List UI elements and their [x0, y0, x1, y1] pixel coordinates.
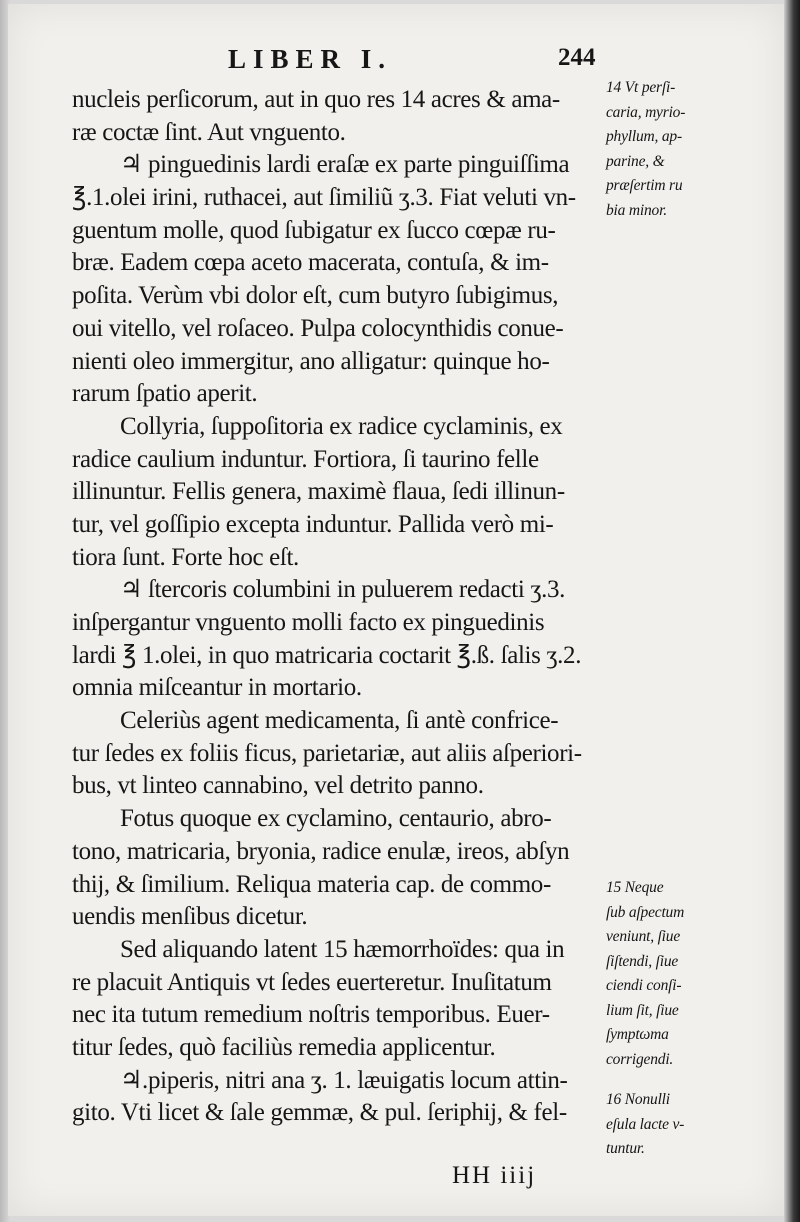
margin-note-line: eſula lacte v- [606, 1115, 685, 1133]
text-line: tur ſedes ex foliis ficus, parietariæ, aut aliis aſperiori- [72, 739, 582, 767]
text-line: radice caulium induntur. Fortiora, ſi taurino felle [72, 445, 539, 473]
text-line: ♃ pinguedinis lardi eraſæ ex parte pinguiſſima [120, 151, 570, 179]
text-line: gito. Vti licet & ſale gemmæ, & pul. ſeriphij, & fel- [72, 1099, 567, 1127]
margin-note-line: 14 Vt perſi- [606, 79, 676, 96]
text-line: Fotus quoque ex cyclamino, centaurio, abro- [120, 805, 552, 833]
margin-note-line: lium ſit, ſiue [606, 1001, 679, 1019]
text-line: poſita. Verùm vbi dolor eſt, cum butyro ſubigimus, [72, 282, 559, 310]
margin-note-line: tuntur. [606, 1140, 645, 1157]
text-line: nucleis perſicorum, aut in quo res 14 acres & ama- [72, 86, 560, 113]
text-line: uendis menſibus dicetur. [72, 903, 308, 931]
text-line: lardi ℥ 1.olei, in quo matricaria coctarit ℥.ß. ſalis ʒ.2. [72, 641, 582, 669]
margin-note-line: bia minor. [606, 201, 667, 219]
margin-note-15 [606, 876, 766, 1072]
text-line: ♃ ſtercoris columbini in puluerem redacti ʒ.3. [120, 576, 566, 604]
margin-note-line: ciendi conſi- [606, 977, 682, 994]
margin-note-line: ſiſtendi, ſiue [606, 952, 679, 970]
text-line: tiora ſunt. Forte hoc eſt. [72, 543, 299, 571]
text-line: titur ſedes, quò faciliùs remedia applicentur. [72, 1033, 496, 1061]
margin-note-line: 16 Nonulli [606, 1091, 670, 1108]
text-line: illinuntur. Fellis genera, maximè flaua, ſedi illinun- [72, 478, 565, 506]
margin-note-16 [606, 1088, 766, 1162]
binding-edge [784, 0, 800, 1222]
text-line: bræ. Eadem cœpa aceto macerata, contuſa, & im- [72, 249, 549, 277]
text-line: bus, vt linteo cannabino, vel detrito panno. [72, 772, 484, 800]
margin-note-line: corrigendi. [606, 1050, 674, 1068]
running-head: LIBER I. [228, 44, 393, 74]
text-line: guentum molle, quod ſubigatur ex ſucco cœpæ ru- [72, 216, 556, 244]
margin-note-line: 15 Neque [606, 879, 664, 896]
text-line: ♃.piperis, nitri ana ʒ. 1. læuigatis locum attin- [120, 1066, 568, 1094]
margin-note-line: caria, myrio- [606, 103, 686, 121]
margin-note-line: phyllum, ap- [606, 128, 682, 145]
text-line: ræ coctæ ſint. Aut vnguento. [72, 118, 346, 146]
text-line: re placuit Antiquis vt ſedes euerteretur. Inuſitatum [72, 968, 552, 996]
text-line: nienti oleo immergitur, ano alligatur: quinque ho- [72, 347, 550, 375]
text-line: nec ita tutum remedium noſtris temporibus. Euer- [72, 1001, 550, 1029]
text-line: tur, vel goſſipio excepta induntur. Pallida verò mi- [72, 510, 554, 538]
page-number: 244 [558, 44, 596, 71]
text-line: tono, matricaria, bryonia, radice enulæ, ireos, abſyn [72, 837, 570, 865]
text-line: Collyria, ſuppoſitoria ex radice cyclaminis, ex [120, 412, 563, 440]
text-line: inſpergantur vnguento molli facto ex pinguedinis [72, 609, 545, 636]
text-line: oui vitello, vel roſaceo. Pulpa colocynthidis conue- [72, 314, 564, 342]
text-line: rarum ſpatio aperit. [72, 380, 258, 408]
margin-note-line: parine, & [606, 152, 665, 170]
margin-note-line: veniunt, ſiue [606, 928, 681, 945]
margin-note-line: præſertim ru [606, 177, 683, 194]
text-line: thij, & ſimilium. Reliqua materia cap. de commo- [72, 870, 551, 898]
text-line: ℥.1.olei irini, ruthacei, aut ſimiliũ ʒ.3. Fiat veluti vn- [72, 184, 576, 212]
text-line: omnia miſceantur in mortario. [72, 674, 362, 702]
main-text-block [72, 84, 628, 1130]
margin-note-line: ſub aſpectum [606, 903, 685, 921]
text-line: Sed aliquando latent 15 hæmorrhoïdes: qua in [120, 935, 565, 963]
margin-note-line: ſymptωma [606, 1026, 669, 1043]
text-line: Celeriùs agent medicamenta, ſi antè confrice- [120, 707, 559, 735]
margin-note-14 [606, 76, 766, 223]
signature-mark: HH iiij [452, 1162, 537, 1189]
